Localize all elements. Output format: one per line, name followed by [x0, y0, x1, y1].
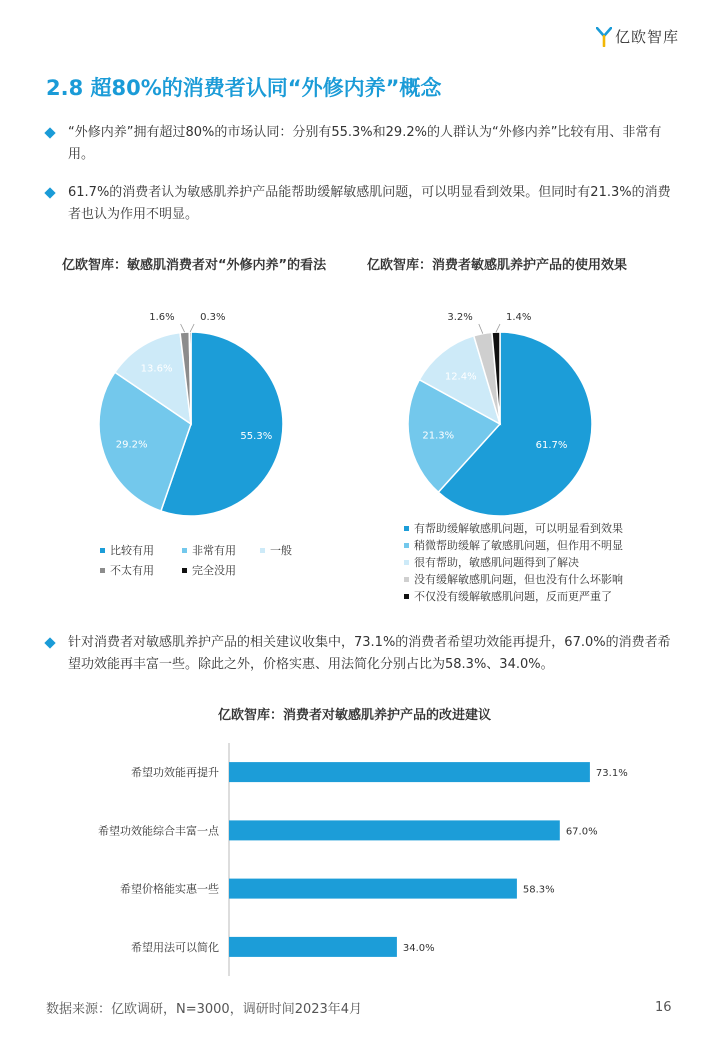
legend-label: 没有缓解敏感肌问题，但也没有什么坏影响: [414, 573, 623, 586]
legend-item: [260, 542, 292, 558]
legend-swatch: [404, 577, 409, 582]
legend-item: [404, 537, 623, 553]
pie1-slice-label: 1.6%: [149, 312, 175, 323]
bullet-point: [46, 632, 676, 676]
legend-item: [404, 571, 623, 587]
pie2-slice-label: 3.2%: [447, 312, 473, 323]
pie1-slice-label: 0.3%: [200, 312, 226, 323]
bar: [229, 820, 560, 840]
diamond-bullet-icon: [44, 637, 55, 648]
pie2-slice-label: 21.3%: [422, 430, 455, 442]
bar-category-label: 希望功效能综合丰富一点: [98, 824, 219, 838]
pie1-leader-line: [181, 324, 185, 332]
legend-swatch: [404, 526, 409, 531]
pie2-leader-line: [479, 324, 483, 334]
bar-chart-title: 亿欧智库：消费者对敏感肌养护产品的改进建议: [218, 708, 492, 723]
bar-value-label: 58.3%: [522, 884, 555, 896]
page-title: 2.8 超80%的消费者认同“外修内养”概念: [46, 76, 442, 100]
bar-category-label: 希望功效能再提升: [131, 766, 219, 780]
legend-swatch: [404, 594, 409, 599]
legend-label: 非常有用: [192, 544, 236, 557]
bar-value-label: 73.1%: [595, 768, 628, 780]
bar-value-label: 67.0%: [565, 826, 598, 838]
legend-swatch: [100, 548, 105, 553]
legend-item: [404, 588, 612, 604]
pie1-slice-label: 29.2%: [115, 439, 148, 451]
bullet-text: “外修内养”拥有超过80%的市场认同：分别有55.3%和29.2%的人群认为“外修内养”比较有用、非常有用。: [68, 125, 662, 162]
data-source: 数据来源：亿欧调研，N=3000，调研时间2023年4月: [46, 1002, 363, 1017]
bar: [229, 762, 590, 782]
legend-label: 不仅没有缓解敏感肌问题，反而更严重了: [414, 590, 612, 603]
pie-chart-2-title: 亿欧智库：消费者敏感肌养护产品的使用效果: [367, 258, 628, 273]
legend-label: 比较有用: [110, 544, 154, 557]
legend-label: 一般: [270, 544, 292, 557]
legend-item: [182, 562, 236, 578]
legend-swatch: [100, 568, 105, 573]
pie2-leader-line: [496, 324, 500, 332]
pie2-slice-label: 12.4%: [444, 371, 477, 383]
legend-label: 稍微帮助缓解了敏感肌问题，但作用不明显: [414, 539, 623, 552]
pie2-slice-label: 61.7%: [535, 439, 568, 451]
legend-label: 不太有用: [110, 564, 154, 577]
pie1-leader-line: [190, 324, 194, 332]
bar: [229, 937, 397, 957]
pie1-slice-label: 13.6%: [140, 363, 173, 375]
legend-swatch: [260, 548, 265, 553]
page-number: 16: [655, 1000, 672, 1015]
brand-name: 亿欧智库: [615, 28, 680, 46]
bar-value-label: 34.0%: [402, 942, 435, 954]
bar: [229, 879, 517, 899]
legend-swatch: [182, 548, 187, 553]
legend-item: [404, 520, 623, 536]
pie2-slice-label: 1.4%: [505, 312, 532, 323]
pie1-slice-label: 55.3%: [240, 430, 273, 442]
legend-label: 有帮助缓解敏感肌问题，可以明显看到效果: [414, 522, 623, 535]
pie-chart-1-title: 亿欧智库：敏感肌消费者对“外修内养”的看法: [62, 258, 327, 273]
bar-category-label: 希望用法可以简化: [131, 940, 219, 954]
legend-label: 很有帮助，敏感肌问题得到了解决: [414, 556, 579, 569]
bar-category-label: 希望价格能实惠一些: [120, 882, 219, 896]
legend-item: [182, 542, 236, 558]
legend-item: [100, 562, 154, 578]
legend-item: [100, 542, 154, 558]
legend-swatch: [404, 560, 409, 565]
legend-item: [404, 554, 579, 570]
legend-swatch: [404, 543, 409, 548]
bullet-text: 针对消费者对敏感肌养护产品的相关建议收集中，73.1%的消费者希望功效能再提升，67.0%的消费者希望功效能再丰富一些。除此之外，价格实惠、用法简化分别占比为58.3%、34.0%。: [68, 635, 671, 672]
legend-label: 完全没用: [192, 564, 236, 577]
bullet-text: 61.7%的消费者认为敏感肌养护产品能帮助缓解敏感肌问题，可以明显看到效果。但同时有21.3%的消费者也认为作用不明显。: [68, 185, 671, 222]
legend-swatch: [182, 568, 187, 573]
